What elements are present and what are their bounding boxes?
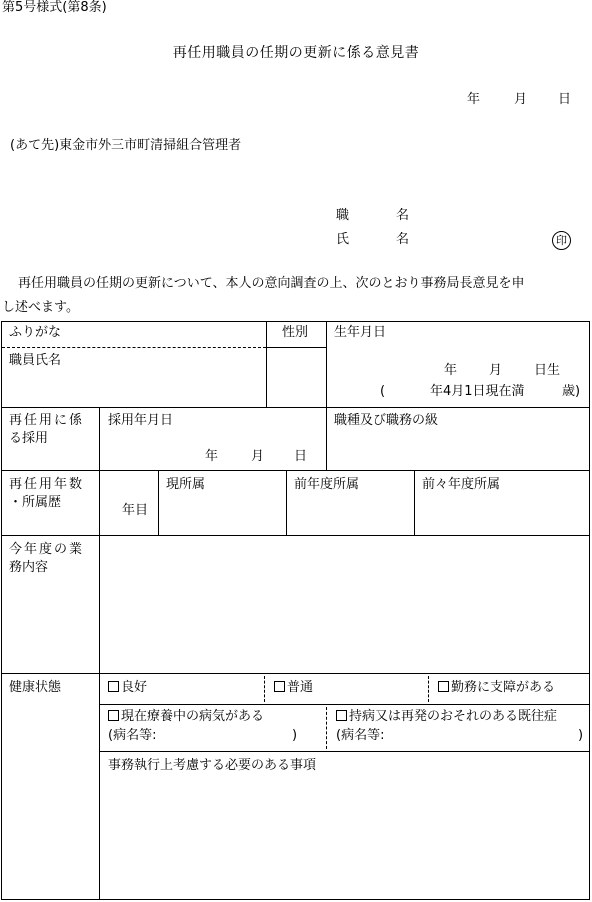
birth-year-label: 年 bbox=[444, 363, 458, 378]
reappointment-label-2: る採用 bbox=[9, 431, 49, 446]
document-title: 再任用職員の任期の更新に係る意見書 bbox=[172, 45, 420, 61]
duties-label-1: 今年度の業 bbox=[9, 542, 85, 557]
job-type-label: 職種及び職務の級 bbox=[334, 413, 439, 428]
birthdate-label: 生年月日 bbox=[334, 325, 387, 340]
health-chronic-checkbox[interactable] bbox=[336, 710, 347, 721]
hire-month-label: 月 bbox=[251, 449, 265, 464]
illness-name-label-1: (病名等: bbox=[108, 728, 157, 743]
date-year-label: 年 bbox=[467, 92, 481, 107]
years-label-1: 再任用年数 bbox=[9, 477, 85, 492]
health-good-checkbox[interactable] bbox=[108, 681, 119, 692]
form-number: 第5号様式(第8条) bbox=[2, 0, 107, 15]
date-day-label: 日 bbox=[558, 92, 572, 107]
health-good-option[interactable]: 良好 bbox=[108, 679, 147, 697]
age-open-paren: ( bbox=[380, 384, 386, 399]
health-normal-checkbox[interactable] bbox=[274, 681, 285, 692]
reappointment-label-1: 再任用に係 bbox=[9, 413, 85, 428]
illness-close-2: ) bbox=[578, 728, 584, 743]
birth-day-label: 日生 bbox=[534, 363, 561, 378]
age-close-label: 歳) bbox=[562, 384, 581, 399]
body-line-2: し述べます。 bbox=[2, 300, 79, 315]
prev-prev-year-dept-label: 前々年度所属 bbox=[422, 477, 501, 492]
furigana-label: ふりがな bbox=[9, 325, 62, 340]
body-line-1: 再任用職員の任期の更新について、本人の意向調査の上、次のとおり事務局長意見を申 bbox=[18, 276, 525, 291]
gender-label: 性別 bbox=[282, 325, 309, 340]
opinion-form-table bbox=[1, 321, 590, 900]
birth-month-label: 月 bbox=[489, 363, 503, 378]
hire-year-label: 年 bbox=[205, 449, 219, 464]
date-month-label: 月 bbox=[514, 92, 528, 107]
staff-name-label: 職員氏名 bbox=[9, 353, 62, 368]
hire-date-label: 採用年月日 bbox=[108, 413, 174, 428]
years-unit-label: 年目 bbox=[122, 503, 149, 518]
signer-name-label-2: 名 bbox=[396, 232, 410, 247]
signer-title-label-2: 名 bbox=[396, 208, 410, 223]
signer-title-label-1: 職 bbox=[336, 208, 350, 223]
health-current-illness-option[interactable]: 現在療養中の病気がある bbox=[108, 708, 264, 726]
years-label-2: ・所属歴 bbox=[9, 495, 62, 510]
illness-name-label-2: (病名等: bbox=[336, 728, 385, 743]
addressee: (あて先)東金市外三市町清掃組合管理者 bbox=[10, 138, 242, 153]
health-impaired-option[interactable]: 勤務に支障がある bbox=[438, 679, 555, 697]
considerations-label: 事務執行上考慮する必要のある事項 bbox=[108, 758, 317, 773]
health-current-illness-checkbox[interactable] bbox=[108, 710, 119, 721]
duties-label-2: 務内容 bbox=[9, 560, 49, 575]
hire-day-label: 日 bbox=[294, 449, 308, 464]
health-label: 健康状態 bbox=[9, 680, 62, 695]
prev-year-dept-label: 前年度所属 bbox=[294, 477, 360, 492]
health-impaired-checkbox[interactable] bbox=[438, 681, 449, 692]
age-basis-label: 年4月1日現在満 bbox=[430, 384, 525, 399]
health-chronic-option[interactable]: 持病又は再発のおそれのある既往症 bbox=[336, 708, 557, 726]
illness-close-1: ) bbox=[292, 728, 298, 743]
signer-name-label-1: 氏 bbox=[336, 232, 350, 247]
seal-mark: 印 bbox=[552, 231, 571, 250]
health-normal-option[interactable]: 普通 bbox=[274, 679, 313, 697]
current-dept-label: 現所属 bbox=[166, 477, 206, 492]
